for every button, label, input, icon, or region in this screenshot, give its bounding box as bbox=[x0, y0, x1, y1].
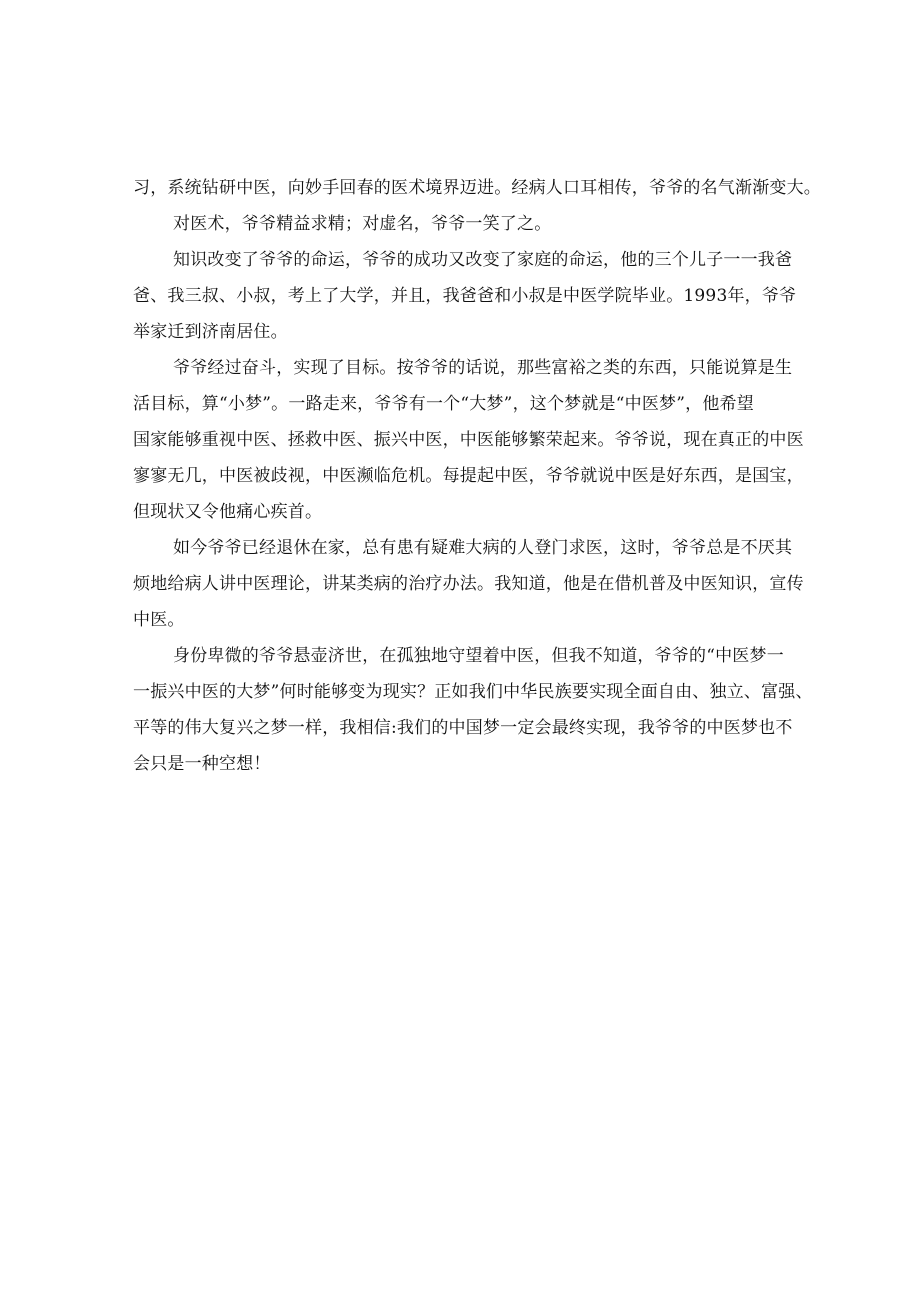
article-body bbox=[133, 178, 821, 774]
text-line: 烦地给病人讲中医理论，讲某类病的治疗办法。我知道，他是在借机普及中医知识，宣传 bbox=[133, 574, 804, 594]
text-line: 对医术，爷爷精益求精；对虚名，爷爷一笑了之。 bbox=[173, 214, 552, 234]
paragraph-3 bbox=[133, 250, 813, 342]
paragraph-1 bbox=[133, 178, 821, 198]
text-line: 寥寥无几，中医被歧视，中医濒临危机。每提起中医，爷爷就说中医是好东西，是国宝， bbox=[133, 466, 804, 486]
text-line: 国家能够重视中医、拯救中医、振兴中医，中医能够繁荣起来。爷爷说，现在真正的中医 bbox=[133, 430, 804, 450]
text-line: 如今爷爷已经退休在家，总有患有疑难大病的人登门求医，这时，爷爷总是不厌其 bbox=[173, 538, 793, 558]
text-line: 爷爷经过奋斗，实现了目标。按爷爷的话说，那些富裕之类的东西，只能说算是生 bbox=[173, 358, 793, 378]
text-line: 身份卑微的爷爷悬壶济世，在孤独地守望着中医，但我不知道，爷爷的“中医梦一 bbox=[173, 646, 784, 666]
text-line: 习，系统钻研中医，向妙手回春的医术境界迈进。经病人口耳相传，爷爷的名气渐渐变大。 bbox=[133, 178, 821, 198]
paragraph-6 bbox=[133, 646, 813, 774]
text-line: 活目标，算“小梦”。一路走来，爷爷有一个“大梦”，这个梦就是“中医梦”，他希望 bbox=[133, 394, 754, 414]
text-line: 会只是一种空想！ bbox=[133, 754, 271, 774]
paragraph-2 bbox=[133, 214, 813, 234]
text-line: 举家迁到济南居住。 bbox=[133, 322, 288, 342]
text-line: 知识改变了爷爷的命运，爷爷的成功又改变了家庭的命运，他的三个儿子一一我爸 bbox=[173, 250, 793, 270]
text-line: 但现状又令他痛心疾首。 bbox=[133, 502, 323, 522]
paragraph-4 bbox=[133, 358, 813, 522]
paragraph-5 bbox=[133, 538, 813, 630]
text-line: 平等的伟大复兴之梦一样，我相信:我们的中国梦一定会最终实现，我爷爷的中医梦也不 bbox=[133, 718, 793, 738]
text-line: 一振兴中医的大梦”何时能够变为现实？正如我们中华民族要实现全面自由、独立、富强、 bbox=[133, 682, 813, 702]
text-line: 爸、我三叔、小叔，考上了大学，并且，我爸爸和小叔是中医学院毕业。1993年，爷爷 bbox=[133, 286, 797, 306]
text-line: 中医。 bbox=[133, 610, 185, 630]
